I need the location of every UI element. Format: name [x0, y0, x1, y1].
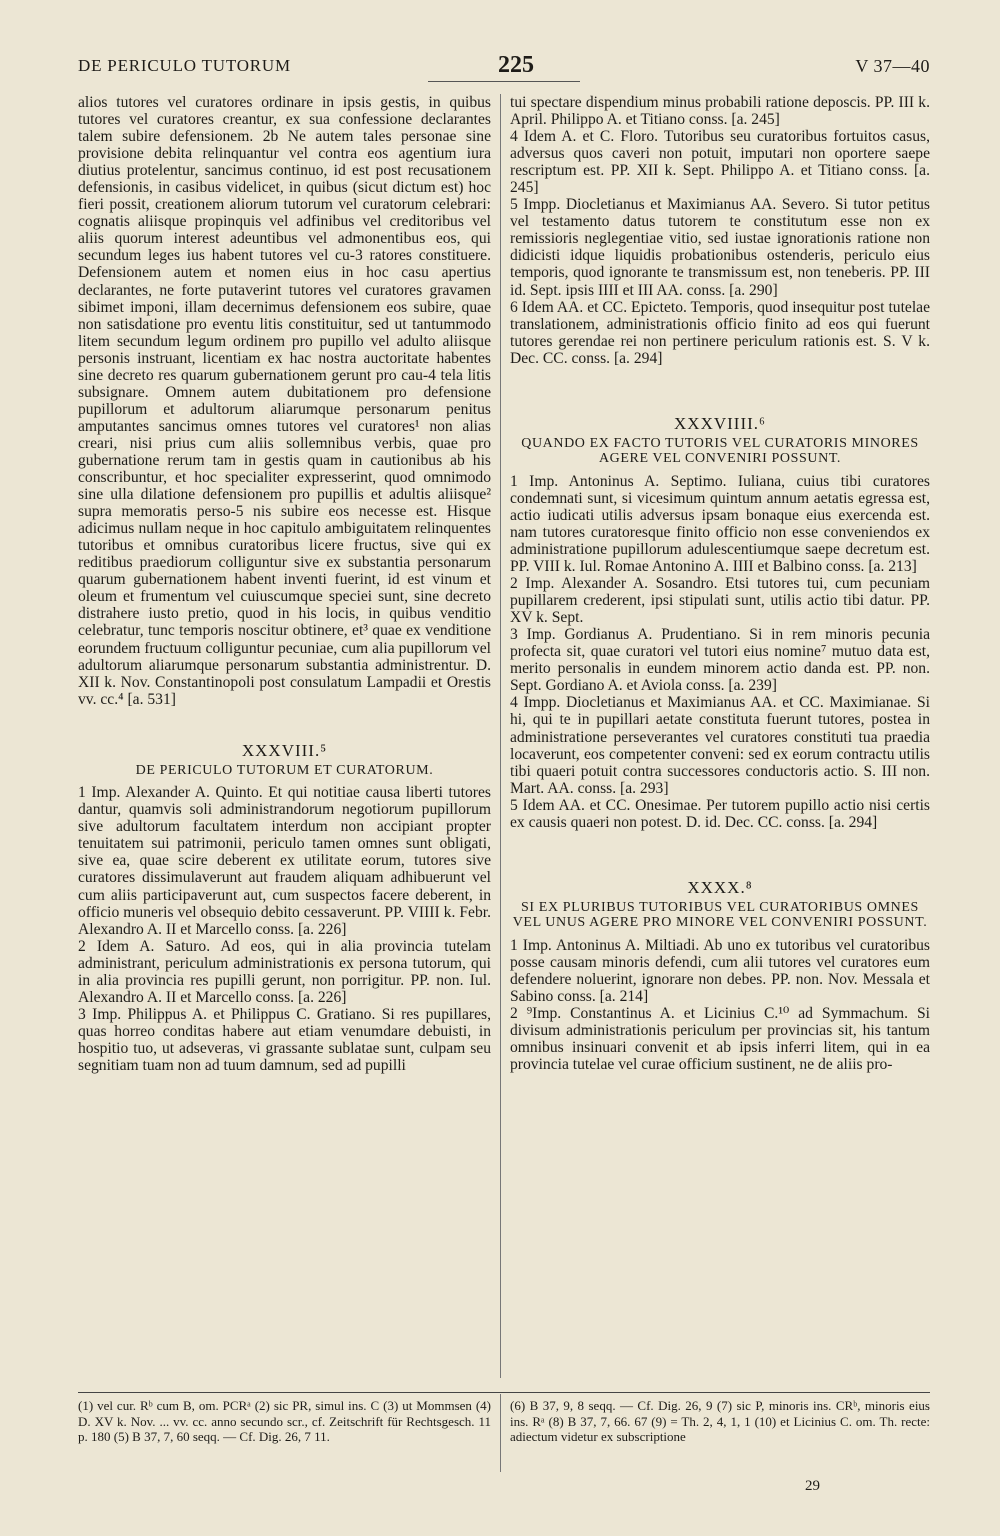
paragraph: 5 Impp. Diocletianus et Maximianus AA. Severo. Si tutor petitus vel testamento datus tutorem te constitutum esse non ex remissioris neglegentiae vitio, sed iustae ignorationis ratione non didicisti idque liquidis probationibus ostenderis, periculo eius temporis, quod ignorante te transmissum est, non teneberis. PP. III id. Sept. ipsis IIII et III AA. conss. [a. 290]	[510, 196, 930, 299]
paragraph: 2 Idem A. Saturo. Ad eos, qui in alia provincia tutelam administrant, periculum administrationis ex persona tutorum, qui in alia provincia res pupilli gerunt, non porrigitur. PP. non. Iul. Alexandro A. II et Marcello conss. [a. 226]	[78, 937, 491, 1006]
running-head-title: DE PERICULO TUTORUM	[78, 56, 291, 75]
paragraph: 1 Imp. Alexander A. Quinto. Et qui notitiae causa liberti tutores dantur, quamvis soli administrandorum negotiorum pupillorum sive adultorum facultatem interdum non accipiant propter tenuitatem sui patrimonii, periculo tamen omnes sunt obligati, sive ea, quae scire deberent ex utilitate eorum, tutores sive curatores dissimulaverunt aut fraudem aliquam adhibuerunt vel cum aliis participaverunt aut, cum suspectos facere deberent, in officio muneris vel obsequio debito cessaverunt. PP. VIIII k. Febr. Alexandro A. II et Marcello conss. [a. 226]	[78, 784, 491, 938]
paragraph: tui spectare dispendium minus probabili ratione deposcis. PP. III k. April. Philippo A. et Titiano conss. [a. 245]	[510, 94, 930, 129]
section-title: SI EX PLURIBUS TUTORIBUS VEL CURATORIBUS OMNES VEL UNUS AGERE PRO MINORE VEL CONVENIRI POSSUNT.	[512, 899, 928, 931]
footnotes-right: (6) B 37, 9, 8 seqq. — Cf. Dig. 26, 9 (7) sic P, minoris ins. CRᵇ, minoris eius ins. Rᵃ (8) B 37, 7, 66. 67 (9) = Th. 2, 4, 1, 1 (10) et Licinius C. om. Th. recte: adiectum videtur ex subscriptione	[510, 1398, 930, 1445]
footnotes-left: (1) vel cur. Rᵇ cum B, om. PCRᵃ (2) sic PR, simul ins. C (3) ut Mommsen (4) D. XV k. Nov. ... vv. cc. anno secundo scr., cf. Zeitschrift für Rechtsgesch. 11 p. 180 (5) B 37, 7, 60 seqq. — Cf. Dig. 26, 7 11.	[78, 1398, 491, 1445]
page-number: 225	[498, 52, 534, 78]
book-reference: V 37—40	[855, 56, 930, 76]
paragraph: 4 Idem A. et C. Floro. Tutoribus seu curatoribus fortuitos casus, adversus quos caveri non potuit, imputari non oportere saepe rescriptum est. PP. XII k. Sept. Philippo A. et Titiano conss. [a. 245]	[510, 128, 930, 197]
paragraph: 5 Idem AA. et CC. Onesimae. Per tutorem pupillo actio nisi certis ex causis quaeri non potest. D. id. Dec. CC. conss. [a. 294]	[510, 796, 930, 831]
signature-mark: 29	[805, 1478, 820, 1494]
spacer	[510, 831, 930, 845]
section-title: QUANDO EX FACTO TUTORIS VEL CURATORIS MINORES AGERE VEL CONVENIRI POSSUNT.	[521, 435, 919, 467]
paragraph: 2 ⁹Imp. Constantinus A. et Licinius C.¹⁰ ad Symmachum. Si divisum administrationis periculum per provincias sit, his tantum omnibus insinuari convenit et ab ipsis inferri litem, qui in ea provincia tutelae vel curae officium sustinent, ne de aliis pro-	[510, 1005, 930, 1074]
title-number: XXXVIIII.⁶	[674, 413, 766, 433]
paragraph: 3 Imp. Philippus A. et Philippus C. Gratiano. Si res pupillares, quas horreo conditas habere aut etiam venumdare debuisti, in hospitio tuo, ut adseveras, vi grassante sublatae sunt, culpam seu segnitiam tuam non ad tuum damnum, sed ad pupilli	[78, 1005, 491, 1074]
paragraph: alios tutores vel curatores ordinare in ipsis gestis, in quibus tutores vel curatores creantur, ex sua confessione declarantes talem subire defensionem. 2b Ne autem tales personae sine provisione debita relinquantur vel contra eos agentium iura diutius protelentur, sancimus continuo, id est post recusationem defensionis, in casibus videlicet, in quibus (sicut dictum est) hoc fieri possit, creationem aliorum tutorum vel curatorum celebrari: cognatis aliisque propinquis vel adfinibus vel creditoribus vel aliis quorum interest adeuntibus vel admonentibus eos, qui secundum leges ius habent tutores vel cu-3 ratores constituere. Defensionem autem et nomen eius in hoc casu apertius declarantes, ne forte putaverint tutores vel curatores gravamen sibimet imponi, illam decernimus defensionem eos subire, quae non satisdatione pro eventu litis constituitur, sed ut tantummodo litem secundum legum ordinem pro pupillo vel adulto aliisque personis instruant, licentiam ex hac nostra auctoritate habentes sine decreto res quarum gubernationem gerunt pro cau-4 tela litis subsignare. Omnem autem dubitationem pro defensione pupillorum et adultorum aliarumque personarum penitus amputantes sancimus omnes tutores vel curatores¹ non alias creari, nisi prius cum aliis sollemnibus verbis, quae pro gubernatione rerum tam in gestis quam in cautionibus ab his conscribuntur, et hoc specialiter expresserint, quod omnimodo sine ulla dilatione defensionem pro pupillis et adultis aliisque² supra memoratis perso-5 nis subire eos necesse est. Hisque adicimus nullam neque in hoc capitulo ambiguitatem relinquentes tutoribus et omnibus curatoribus licere fructus, sive qui ex reditibus praediorum colliguntur sive ex substantia personarum quarum gubernationem habent inventi fuerint, id est vinum et oleum et frumentum vel cuiuscumque speciei sunt, sine decreto distrahere iusto pretio, quod in his locis, in quibus venditio celebratur, tunc temporis noscitur obtinere, et³ quae ex venditione eorundem fructuum colliguntur pecuniae, cum alia pupillorum vel adultorum aliarumque personarum substantia administrentur. D. XII k. Nov. Constantinopoli post consulatum Lampadii et Orestis vv. cc.⁴ [a. 531]	[78, 94, 491, 708]
spacer	[510, 367, 930, 381]
footnote-divider	[500, 1394, 501, 1472]
left-column	[78, 94, 491, 1074]
paragraph: 1 Imp. Antoninus A. Miltiadi. Ab uno ex tutoribus vel curatoribus posse causam minoris defendi, cum alii tutores vel curatores eum defendere noluerint, ignorare non debes. PP. non. Nov. Messala et Sabino conss. [a. 214]	[510, 936, 930, 1005]
paragraph: 1 Imp. Antoninus A. Septimo. Iuliana, cuius tibi curatores condemnati sunt, si vicesimum quintum annum aetatis egressa est, actio iudicati utilis adversus ipsam bonaque eius exercenda est. nam tutores curatoresque finito officio non esse conveniendos ex administratione pupillorum adulescentiumque saepe decretum est. PP. VIII k. Iul. Romae Antonino A. IIII et Balbino conss. [a. 213]	[510, 472, 930, 576]
right-column	[510, 94, 930, 1073]
header-rule	[428, 81, 580, 82]
footnote-rule	[78, 1392, 930, 1393]
paragraph: 2 Imp. Alexander A. Sosandro. Etsi tutores tui, cum pecuniam pupillarem crederent, ipsi stipulati sunt, utilis actio tibi datur. PP. XV k. Sept.	[510, 575, 930, 627]
title-number: XXXVIII.⁵	[241, 740, 328, 760]
section-title: DE PERICULO TUTORUM ET CURATORUM.	[135, 762, 434, 778]
paragraph: 4 Impp. Diocletianus et Maximianus AA. et CC. Maximianae. Si hi, qui te in pupillari aetate constituta fuerunt tutores, postea in administratione perseverantes vel curatores constituti tua praedia locaverunt, eos competenter conveni: sed ex eorum contractu utilis tibi quaeri potuit contra successores conductoris actio. S. III non. Mart. AA. conss. [a. 293]	[510, 694, 930, 797]
column-divider	[500, 94, 501, 1378]
title-number: XXXX.⁸	[687, 877, 753, 897]
paragraph: 3 Imp. Gordianus A. Prudentiano. Si in rem minoris pecunia profecta sit, quae curatori vel tutori eius nomine⁷ mutuo data est, merito personalis in eundem minorem actio danda est. PP. non. Sept. Gordiano A. et Aviola conss. [a. 239]	[510, 626, 930, 695]
paragraph: 6 Idem AA. et CC. Epicteto. Temporis, quod insequitur post tutelae translationem, administrationis officio finito ad eos qui fuerunt tutores gerendae rei non pertinere periculum rationis est. S. V k. Dec. CC. conss. [a. 294]	[510, 298, 930, 367]
